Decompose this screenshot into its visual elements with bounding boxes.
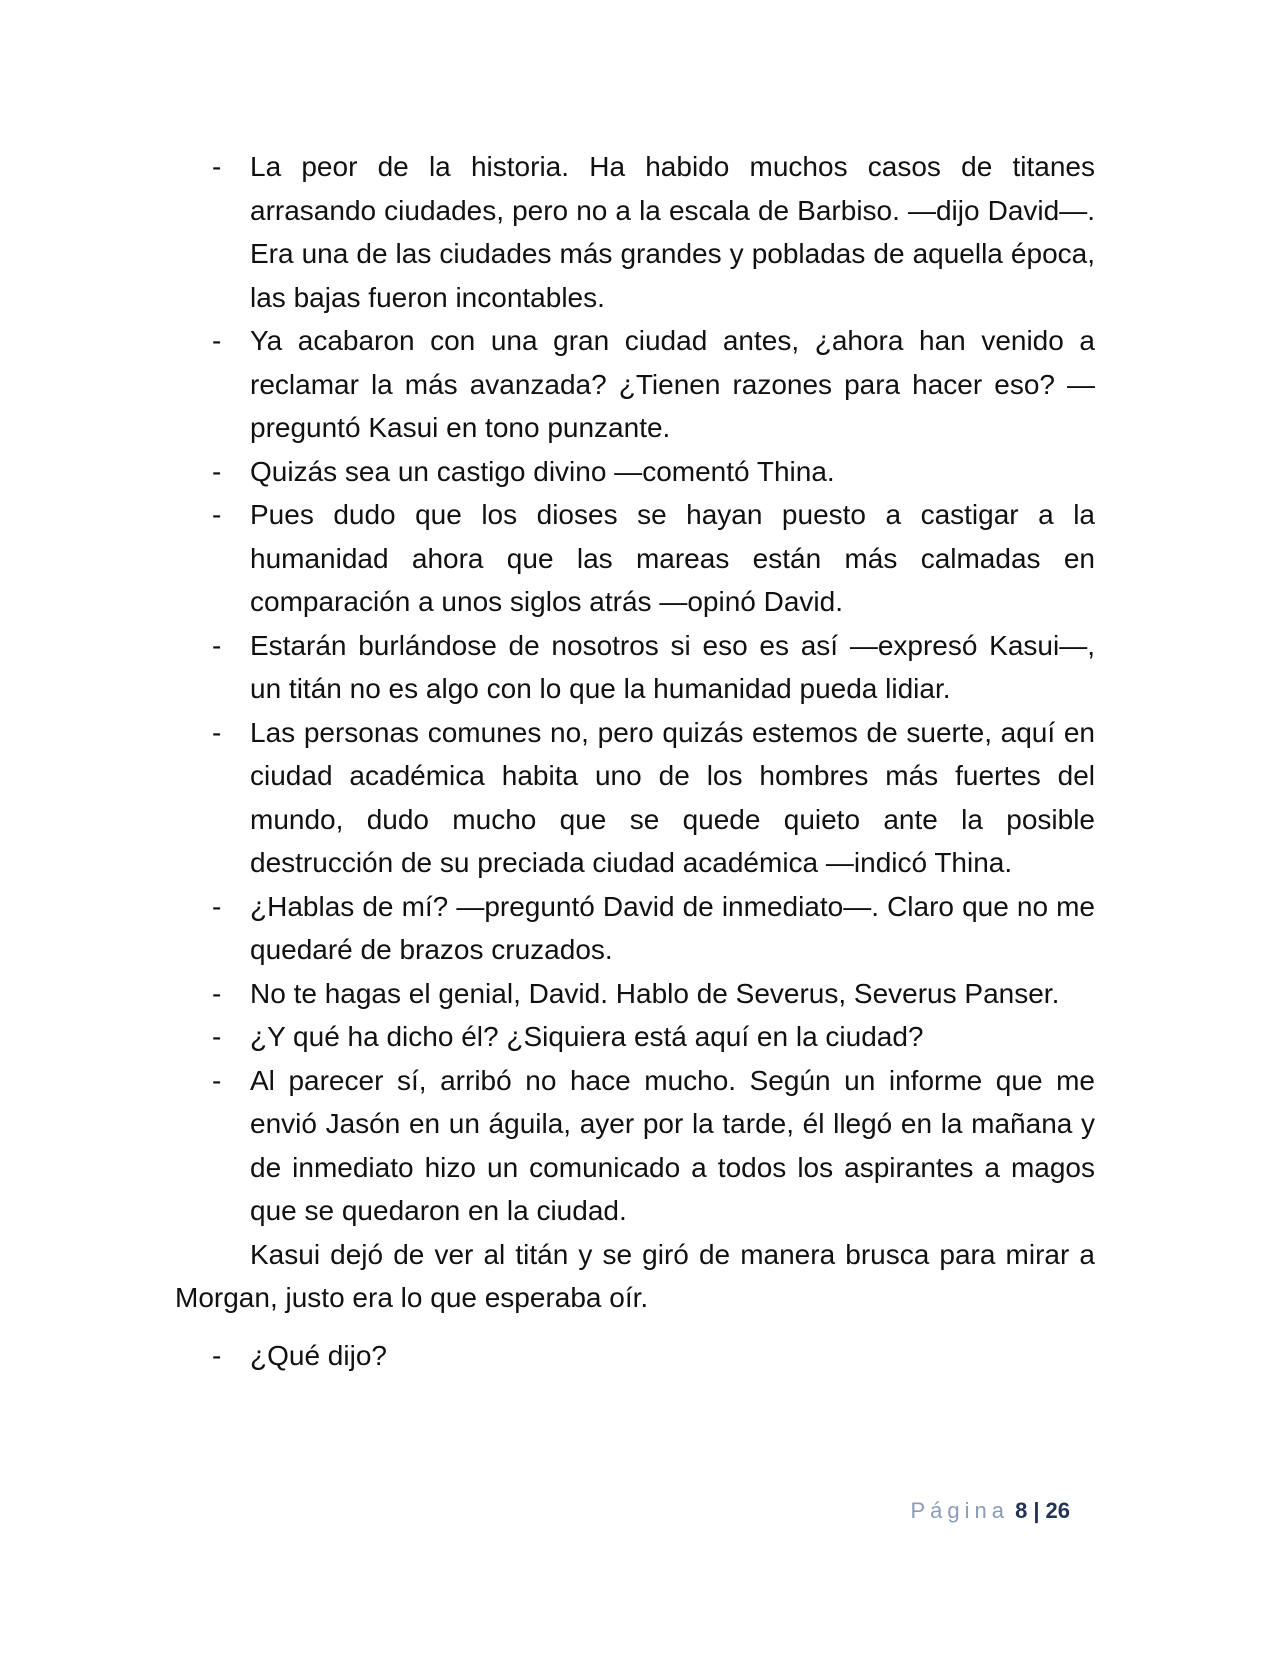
dialogue-text: Quizás sea un castigo divino —comentó Thina. (250, 455, 835, 487)
page-footer (0, 1498, 1070, 1524)
dialogue-line (175, 319, 1095, 450)
dialogue-text: La peor de la historia. Ha habido muchos casos de titanes arrasando ciudades, pero no a la escala de Barbiso. —dijo David—. Era una de las ciudades más grandes y pobladas de aquella época, las bajas fueron incontables. (250, 151, 1095, 313)
body-text (175, 145, 1095, 1377)
dialogue-text: Al parecer sí, arribó no hace mucho. Según un informe que me envió Jasón en un águila, ayer por la tarde, él llegó en la mañana y de inmediato hizo un comunicado a todos los aspirantes a magos que se quedaron en la ciudad. (250, 1064, 1095, 1226)
footer-total-pages: 26 (1045, 1498, 1070, 1523)
dialogue-text: Estarán burlándose de nosotros si eso es así —expresó Kasui—, un titán no es algo con lo que la humanidad pueda lidiar. (250, 629, 1095, 704)
dialogue-text: Las personas comunes no, pero quizás estemos de suerte, aquí en ciudad académica habita uno de los hombres más fuertes del mundo, dudo mucho que se quede quieto ante la posible destrucción de su preciada ciudad académica —indicó Thina. (250, 716, 1095, 878)
dialogue-text: ¿Hablas de mí? —preguntó David de inmediato—. Claro que no me quedaré de brazos cruzados. (250, 890, 1095, 965)
dialogue-dash: - (212, 151, 222, 182)
dialogue-text: ¿Qué dijo? (250, 1339, 387, 1371)
dialogue-dash: - (212, 890, 222, 922)
dialogue-line (175, 1015, 1095, 1059)
dialogue-text: Ya acabaron con una gran ciudad antes, ¿ahora han venido a reclamar la más avanzada? ¿Tienen razones para hacer eso? —preguntó Kasui en tono punzante. (250, 325, 1095, 443)
narration-paragraph: Kasui dejó de ver al titán y se giró de manera brusca para mirar a Morgan, justo era lo que esperaba oír. (175, 1238, 1095, 1313)
dialogue-line (175, 1059, 1095, 1233)
footer-current-page: 8 (1015, 1498, 1028, 1523)
dialogue-line (175, 145, 1095, 319)
dialogue-dash: - (212, 716, 222, 748)
dialogue-dash: - (212, 1339, 222, 1371)
dialogue-dash: - (212, 629, 222, 661)
dialogue-line (175, 711, 1095, 885)
dialogue-dash: - (212, 1021, 222, 1052)
dialogue-text: Pues dudo que los dioses se hayan puesto a castigar a la humanidad ahora que las mareas están más calmadas en comparación a unos siglos atrás —opinó David. (250, 499, 1095, 617)
dialogue-text: ¿Y qué ha dicho él? ¿Siquiera está aquí en la ciudad? (250, 1021, 924, 1052)
dialogue-text: No te hagas el genial, David. Hablo de Severus, Severus Panser. (250, 977, 1060, 1009)
dialogue-line (175, 493, 1095, 624)
dialogue-dash: - (212, 325, 222, 356)
dialogue-dash: - (212, 455, 222, 487)
footer-page-label: Página (910, 1498, 1009, 1523)
dialogue-dash: - (212, 977, 222, 1009)
dialogue-dash: - (212, 499, 222, 530)
paragraph-spacer (175, 1320, 1095, 1334)
dialogue-line (175, 885, 1095, 972)
dialogue-line (175, 1334, 1095, 1378)
dialogue-line (175, 972, 1095, 1016)
dialogue-line (175, 624, 1095, 711)
dialogue-dash: - (212, 1064, 222, 1096)
footer-separator: | (1033, 1498, 1040, 1523)
dialogue-line (175, 450, 1095, 494)
